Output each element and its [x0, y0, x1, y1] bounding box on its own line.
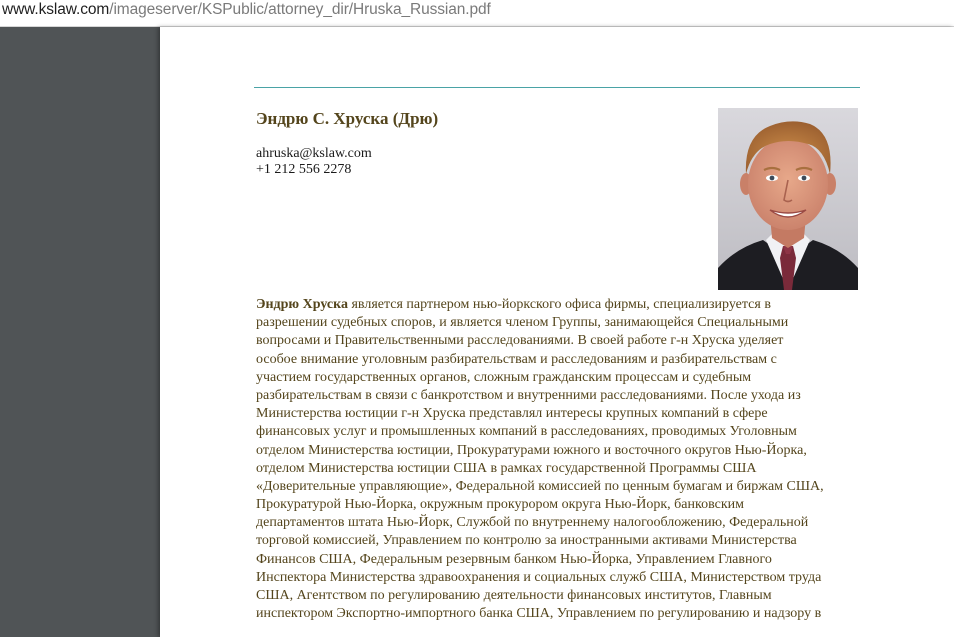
- bio-line: вопросами и Правительственными расследованиями. В своей работе г-н Хруска уделяет: [256, 333, 784, 349]
- bio-line: особое внимание уголовным разбирательствам и расследованиям и разбирательствам с: [256, 351, 777, 367]
- pdf-page: [160, 27, 954, 637]
- url-path: /imageserver/KSPublic/attorney_dir/Hruska_Russian.pdf: [109, 1, 491, 18]
- header-rule: [254, 87, 860, 88]
- bio-line-1: [256, 296, 856, 314]
- bio-line: участием государственных органов, сложным гражданским процессам и судебным: [256, 369, 752, 385]
- bio-line: Прокуратурой Нью-Йорка, окружным прокурором округа Нью-Йорк, банковским: [256, 497, 744, 513]
- biography-text: [256, 296, 856, 623]
- bio-line: США, Агентством по регулированию деятельности финансовых институтов, Главным: [256, 588, 772, 603]
- bio-line: торговой комиссией, Управлением по контролю за иностранными активами Министерства: [256, 533, 797, 549]
- bio-line: разбирательствам в связи с банкротством и внутренними расследованиями. После ухода из: [256, 387, 801, 403]
- phone-text: +1 212 556 2278: [256, 162, 352, 177]
- bio-line-1-rest: является партнером нью-йоркского офиса фирмы, специализируется в: [347, 297, 771, 312]
- portrait-image: [718, 108, 858, 290]
- attorney-name-heading: Эндрю С. Хруска (Дрю): [256, 109, 439, 128]
- bio-line: отделом Министерства юстиции США в рамках государственной Программы США: [256, 460, 757, 476]
- url-host: www.kslaw.com: [2, 1, 110, 18]
- bio-line: финансовых услуг и промышленных компаний в расследованиях, проводимых Уголовным: [256, 424, 797, 440]
- portrait-photo: [718, 108, 858, 290]
- bio-line: департаментов штата Нью-Йорк, Службой по внутреннему налогообложению, Федеральной: [256, 515, 809, 531]
- bio-line: Министерства юстиции г-н Хруска представлял интересы крупных компаний в сфере: [256, 406, 768, 422]
- email-text[interactable]: ahruska@kslaw.com: [256, 146, 372, 161]
- bio-line: инспектором Экспортно-импортного банка США, Управлением по регулированию и надзору в: [256, 606, 822, 622]
- url-text[interactable]: [2, 1, 491, 19]
- bio-line: разрешении судебных споров, и является членом Группы, занимающейся Специальными: [256, 315, 789, 331]
- pdf-viewer[interactable]: [0, 27, 954, 637]
- bio-line: отделом Министерства юстиции, Прокуратурами южного и восточного округов Нью-Йорка,: [256, 442, 807, 458]
- bio-line: «Доверительные управляющие», Федеральной комиссией по ценным бумагам и биржам США,: [256, 478, 824, 494]
- bio-lead-name: Эндрю Хруска: [256, 297, 348, 312]
- bio-line: Инспектора Министерства здравоохранения и социальных служб США, Министерством труда: [256, 569, 822, 585]
- contact-block: [256, 146, 372, 178]
- address-bar[interactable]: [0, 0, 954, 27]
- bio-line: Финансов США, Федеральным резервным банком Нью-Йорка, Управлением Главного: [256, 551, 772, 567]
